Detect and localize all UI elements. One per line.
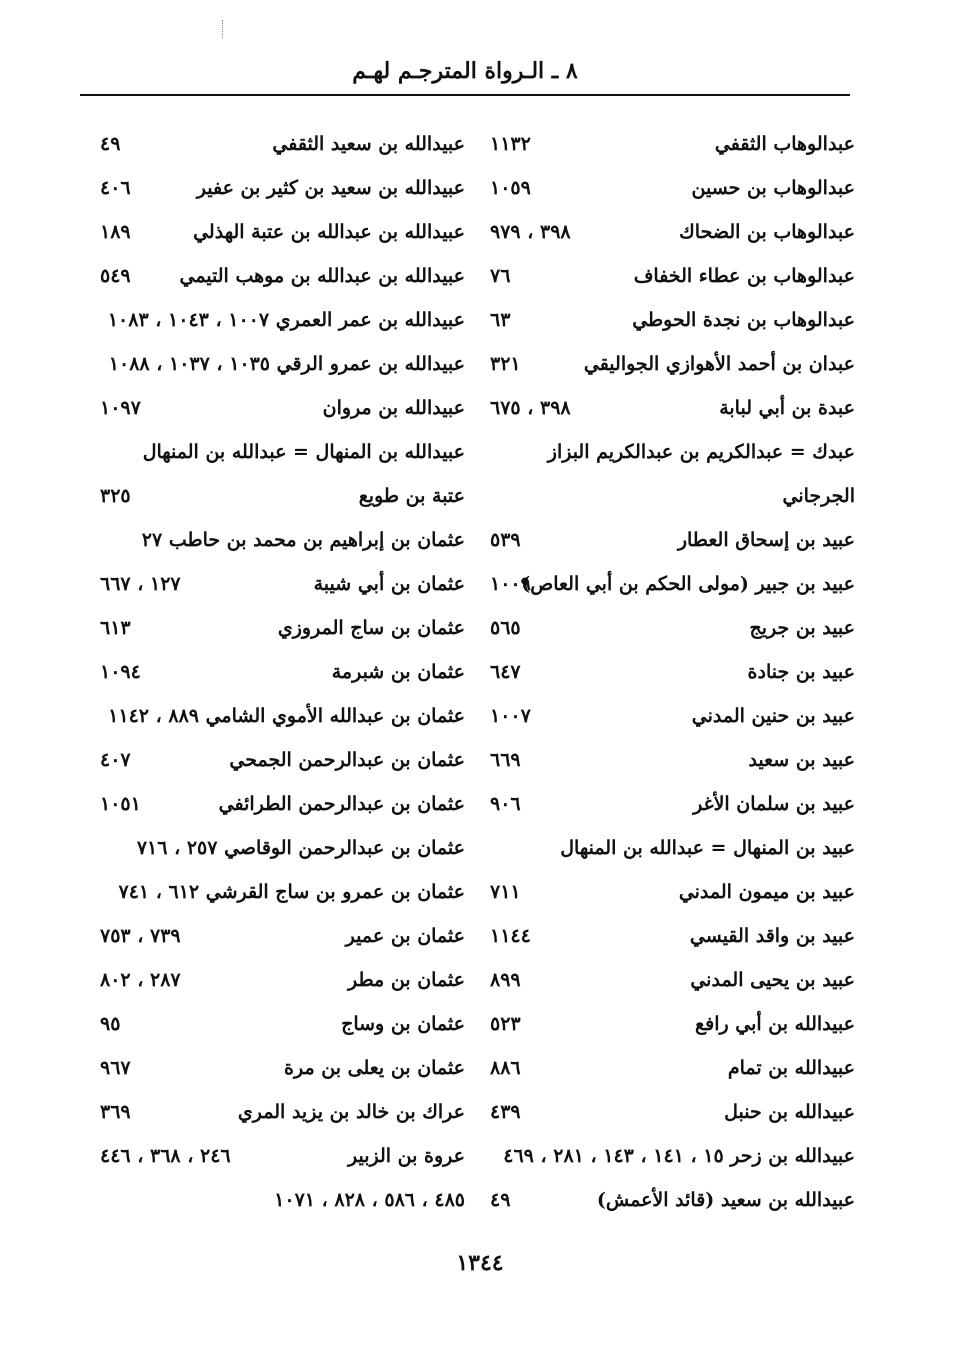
entry-name: عبدان بن أحمد الأهوازي الجواليقي: [583, 353, 855, 375]
entry-pages: ١٠٠٧: [490, 705, 531, 727]
index-entry: [480, 829, 855, 873]
entry-name: عبيدالله بن عبدالله بن عتبة الهذلي: [193, 221, 465, 243]
index-entry: [480, 477, 855, 521]
index-entry: [90, 697, 465, 741]
entry-name: عبيد بن سعيد: [748, 749, 855, 771]
entry-name: عبدالوهاب بن الضحاك: [679, 221, 855, 243]
entry-pages: ٦٣: [490, 309, 511, 331]
entry-name: عتبة بن طويع: [358, 485, 465, 507]
entry-name: ٤٨٥ ، ٥٨٦ ، ٨٢٨ ، ١٠٧١: [274, 1189, 465, 1211]
entry-pages: ١١٣٢: [490, 133, 531, 155]
entry-pages: ٣٢٥: [100, 485, 131, 507]
index-entry: [480, 257, 855, 301]
entry-pages: ١٢٧ ، ٦٦٧: [100, 573, 181, 595]
index-entry: [480, 653, 855, 697]
index-entry: [90, 345, 465, 389]
index-entry: [480, 565, 855, 609]
entry-pages: ٨٩٩: [490, 969, 521, 991]
entry-pages: ١٠٥٩: [490, 177, 531, 199]
entry-pages: ٥٦٥: [490, 617, 521, 639]
entry-name: عبيدالله بن تمام: [727, 1057, 855, 1079]
entry-pages: ٧٦: [490, 265, 511, 287]
entry-name: عبيد بن جريج: [749, 617, 855, 639]
entry-name: عثمان بن وساج: [341, 1013, 465, 1035]
entry-name: عبيدالله بن سعيد بن كثير بن عفير: [196, 177, 465, 199]
entry-name: عبيدالله بن حنبل: [724, 1101, 855, 1123]
entry-name: عثمان بن ساج المروزي: [277, 617, 465, 639]
index-entry: [90, 521, 465, 565]
index-entry: [480, 345, 855, 389]
index-entry: [90, 301, 465, 345]
entry-name: عبيدالله بن سعيد الثقفي: [272, 133, 465, 155]
entry-pages: ٥٣٩: [490, 529, 521, 551]
index-entry: [90, 741, 465, 785]
entry-pages: ١٠٠٩: [490, 573, 531, 595]
entry-name: عثمان بن أبي شيبة: [313, 573, 465, 595]
index-entry: [90, 565, 465, 609]
index-entry: [90, 873, 465, 917]
entry-name: عثمان بن شبرمة: [331, 661, 465, 683]
index-entry: [480, 1137, 855, 1181]
entry-pages: ٥٤٩: [100, 265, 131, 287]
entry-pages: ٧٣٩ ، ٧٥٣: [100, 925, 181, 947]
entry-pages: ٨٨٦: [490, 1057, 521, 1079]
index-entry: [90, 1049, 465, 1093]
entry-pages: ١٨٩: [100, 221, 131, 243]
index-entry: [480, 213, 855, 257]
entry-pages: ٦١٣: [100, 617, 131, 639]
entry-pages: ١٠٩٧: [100, 397, 141, 419]
entry-pages: ٣٩٨ ، ٦٧٥: [490, 397, 571, 419]
index-entry: [90, 477, 465, 521]
entry-name: عبدالوهاب بن نجدة الحوطي: [632, 309, 855, 331]
margin-mark: [222, 20, 224, 38]
index-entry: [90, 213, 465, 257]
index-entry: [90, 1093, 465, 1137]
index-entry: [480, 169, 855, 213]
entry-name: عبيد بن واقد القيسي: [689, 925, 855, 947]
entry-pages: ٢٨٧ ، ٨٠٢: [100, 969, 181, 991]
entry-name: عبدة بن أبي لبابة: [719, 397, 855, 419]
entry-name: الجرجاني: [782, 485, 855, 507]
index-column-left: [90, 125, 465, 1225]
entry-pages: ٣٢١: [490, 353, 521, 375]
entry-pages: ٩٥: [100, 1013, 121, 1035]
index-entry: [90, 257, 465, 301]
page-header-title: ٨ ـ الـرواة المترجـم لهـم: [352, 58, 578, 84]
entry-name: عبيد بن يحيى المدني: [690, 969, 855, 991]
index-entry: [480, 521, 855, 565]
entry-name: عروة بن الزبير: [348, 1145, 465, 1167]
index-entry: [480, 1093, 855, 1137]
entry-name: عبدك = عبدالكريم بن عبدالكريم البزاز: [547, 441, 855, 463]
entry-pages: ٩٦٧: [100, 1057, 131, 1079]
entry-pages: ١٠٩٤: [100, 661, 141, 683]
index-entry: [90, 125, 465, 169]
entry-pages: ٣٩٨ ، ٩٧٩: [490, 221, 571, 243]
index-entry: [480, 301, 855, 345]
entry-name: عبدالوهاب بن عطاء الخفاف: [633, 265, 855, 287]
index-entry: [90, 169, 465, 213]
entry-pages: ٢٤٦ ، ٣٦٨ ، ٤٤٦: [100, 1145, 231, 1167]
index-entry: [90, 653, 465, 697]
entry-name: عبيدالله بن المنهال = عبدالله بن المنهال: [142, 441, 465, 463]
index-entry: [480, 917, 855, 961]
entry-pages: ٤٠٧: [100, 749, 131, 771]
entry-pages: ٤٩: [100, 133, 121, 155]
entry-name: عبيد بن سلمان الأغر: [693, 793, 855, 815]
entry-name: عبدالوهاب الثقفي: [714, 133, 855, 155]
entry-name: عثمان بن عبدالرحمن الوقاصي ٢٥٧ ، ٧١٦: [136, 837, 465, 859]
index-entry: [480, 785, 855, 829]
entry-name: عبدالوهاب بن حسين: [691, 177, 855, 199]
entry-name: عثمان بن يعلى بن مرة: [284, 1057, 465, 1079]
entry-name: عثمان بن عبدالرحمن الطرائفي: [218, 793, 465, 815]
entry-name: عبيد بن ميمون المدني: [678, 881, 855, 903]
entry-name: عبيدالله بن سعيد (قائد الأعمش): [596, 1189, 855, 1211]
index-entry: [480, 1049, 855, 1093]
index-entry: [90, 917, 465, 961]
index-entry: [90, 609, 465, 653]
entry-name: عبيدالله بن عمرو الرقي ١٠٣٥ ، ١٠٣٧ ، ١٠٨٨: [108, 353, 465, 375]
entry-pages: ٦٤٧: [490, 661, 521, 683]
index-entry: [90, 1181, 465, 1225]
entry-name: عبيد بن جبير (مولى الحكم بن أبي العاص): [521, 573, 855, 595]
entry-name: عراك بن خالد بن يزيد المري: [237, 1101, 465, 1123]
entry-name: عبيدالله بن أبي رافع: [695, 1013, 855, 1035]
entry-name: عبيدالله بن عمر العمري ١٠٠٧ ، ١٠٤٣ ، ١٠٨٣: [107, 309, 465, 331]
entry-name: عثمان بن عبدالرحمن الجمحي: [229, 749, 465, 771]
index-entry: [90, 1005, 465, 1049]
entry-pages: ٧١١: [490, 881, 521, 903]
index-entry: [480, 873, 855, 917]
entry-name: عثمان بن عمير: [345, 925, 465, 947]
entry-pages: ٦٦٩: [490, 749, 521, 771]
index-entry: [90, 389, 465, 433]
header-rule: [80, 94, 850, 96]
entry-name: عبيدالله بن مروان: [322, 397, 465, 419]
index-entry: [480, 697, 855, 741]
index-entry: [480, 125, 855, 169]
entry-pages: ٤٠٦: [100, 177, 131, 199]
index-entry: [480, 609, 855, 653]
entry-pages: ٣٦٩: [100, 1101, 131, 1123]
entry-pages: ٩٠٦: [490, 793, 521, 815]
entry-pages: ٥٢٣: [490, 1013, 521, 1035]
index-entry: [480, 1181, 855, 1225]
entry-name: عبيد بن إسحاق العطار: [677, 529, 855, 551]
index-entry: [90, 829, 465, 873]
entry-name: عبيد بن جنادة: [747, 661, 855, 683]
entry-pages: ١١٤٤: [490, 925, 531, 947]
entry-pages: ٤٩: [490, 1189, 511, 1211]
index-entry: [90, 433, 465, 477]
entry-name: عثمان بن إبراهيم بن محمد بن حاطب ٢٧: [141, 529, 465, 551]
index-entry: [90, 785, 465, 829]
index-entry: [90, 1137, 465, 1181]
entry-name: عبيدالله بن عبدالله بن موهب التيمي: [179, 265, 465, 287]
index-entry: [480, 1005, 855, 1049]
entry-name: عثمان بن مطر: [347, 969, 465, 991]
index-entry: [480, 389, 855, 433]
index-column-right: [480, 125, 855, 1225]
entry-name: عثمان بن عمرو بن ساج القرشي ٦١٢ ، ٧٤١: [118, 881, 465, 903]
page-number: ١٣٤٤: [456, 1250, 504, 1276]
index-entry: [480, 961, 855, 1005]
entry-name: عبيد بن المنهال = عبدالله بن المنهال: [560, 837, 855, 859]
entry-pages: ١٠٥١: [100, 793, 141, 815]
index-entry: [90, 961, 465, 1005]
entry-pages: ٤٣٩: [490, 1101, 521, 1123]
entry-name: عبيدالله بن زحر ١٥ ، ١٤١ ، ١٤٣ ، ٢٨١ ، ٤٦٩: [503, 1145, 855, 1167]
entry-name: عثمان بن عبدالله الأموي الشامي ٨٨٩ ، ١١٤٢: [108, 705, 465, 727]
index-entry: [480, 741, 855, 785]
index-entry: [480, 433, 855, 477]
entry-name: عبيد بن حنين المدني: [691, 705, 855, 727]
